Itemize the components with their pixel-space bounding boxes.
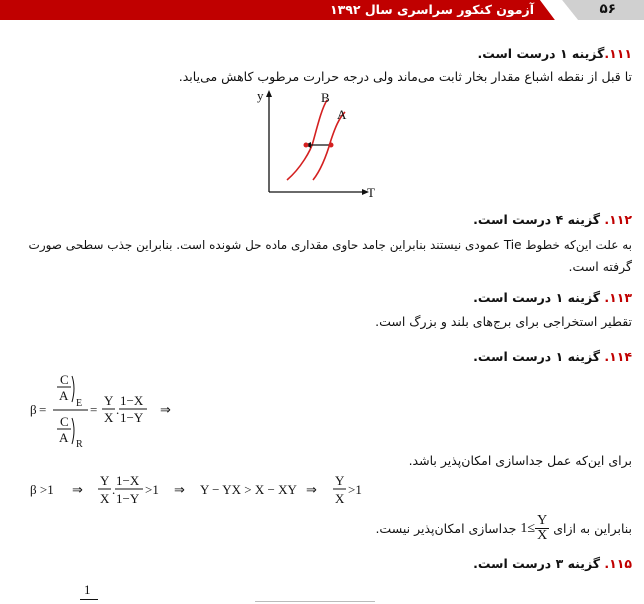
conclusion-prefix: بنابراین به ازای: [553, 520, 632, 536]
question-114-conclusion: [375, 514, 632, 543]
question-heading-text: گزینه ۴ درست است.: [473, 212, 600, 227]
question-number: ۱۱۱.: [604, 46, 632, 61]
header-title: آزمون کنکور سراسری سال ۱۳۹۲: [329, 2, 534, 17]
point-b: [304, 143, 309, 148]
page-number: ۵۶: [599, 1, 616, 17]
question-114-text-possible: برای این‌که عمل جداسازی امکان‌پذیر باشد.: [408, 453, 632, 468]
equals-sign: =: [90, 402, 98, 417]
y-axis-arrow: [266, 90, 272, 97]
question-number: ۱۱۲.: [604, 212, 632, 227]
x-symbol: X: [335, 491, 345, 506]
a-symbol: A: [59, 388, 69, 403]
x-symbol: X: [537, 528, 548, 543]
implies-arrow: ⇒: [306, 483, 317, 498]
conclusion-suffix: جداسازی امکان‌پذیر نیست.: [375, 520, 517, 536]
x-symbol: X: [104, 410, 114, 425]
question-111-heading: [478, 46, 632, 61]
y-symbol: Y: [537, 513, 548, 528]
beta-gt-1: β >1: [30, 482, 54, 497]
question-114-heading: [473, 349, 632, 364]
c-symbol: C: [60, 414, 69, 429]
question-113-text: تقطیر استخراجی برای برج‌های بلند و بزرگ است.: [375, 314, 632, 329]
y-symbol: Y: [335, 473, 345, 488]
phase-diagram: [255, 88, 385, 198]
question-number: ۱۱۵.: [604, 556, 632, 571]
question-number: ۱۱۴.: [604, 349, 632, 364]
equation-beta-definition: [30, 372, 220, 448]
a-symbol: A: [59, 430, 69, 445]
sub-e: E: [76, 398, 83, 409]
implies-arrow: ⇒: [174, 483, 185, 498]
question-heading-text: گزینه ۱ درست است.: [477, 46, 605, 61]
one-leq: 1≤: [520, 520, 536, 536]
one-minus-x: 1−X: [120, 393, 144, 408]
implies-arrow: ⇒: [160, 403, 171, 418]
question-heading-text: گزینه ۱ درست است.: [473, 349, 600, 364]
point-a: [329, 143, 334, 148]
y-axis-label: y: [257, 88, 264, 103]
one-minus-x: 1−X: [116, 473, 140, 488]
fraction-numerator-1: 1: [84, 582, 91, 597]
y-minus-yx-gt-x-minus-xy: Y − YX > X − XY: [200, 482, 297, 497]
one-minus-y: 1−Y: [120, 410, 144, 425]
question-115-heading: [473, 556, 632, 571]
gt-1: >1: [348, 482, 362, 497]
c-symbol: C: [60, 372, 69, 387]
condition-math: [520, 514, 549, 543]
question-112-heading: [473, 212, 632, 227]
svg-text:.: .: [116, 402, 120, 417]
svg-text:.: .: [112, 482, 116, 497]
y-symbol: Y: [100, 473, 110, 488]
question-112-text-line2: گرفته است.: [568, 259, 632, 274]
question-heading-text: گزینه ۱ درست است.: [473, 290, 600, 305]
gt-1: >1: [145, 482, 159, 497]
sub-r: R: [76, 439, 83, 448]
equation-beta-inequality: [30, 472, 380, 508]
fraction-bar: [80, 599, 98, 600]
curve-a-label: A: [337, 107, 347, 122]
curve-b-label: B: [321, 90, 330, 105]
question-heading-text: گزینه ۳ درست است.: [473, 556, 600, 571]
equation-beta-svg: [30, 372, 220, 448]
beta-symbol: β: [30, 402, 37, 417]
equals-sign: =: [39, 402, 47, 417]
y-symbol: Y: [104, 393, 114, 408]
x-symbol: X: [100, 491, 110, 506]
x-axis-label: T: [367, 185, 375, 198]
implies-arrow: ⇒: [72, 483, 83, 498]
page-header: [0, 0, 644, 20]
question-113-heading: [473, 290, 632, 305]
question-112-text-line1: به علت این‌که خطوط Tie عمودی نیستند بنابراین جامد حاوی مقداری ماده حل شونده است. بنابراین جذب سطحی صورت: [28, 238, 632, 252]
question-111-text: تا قبل از نقطه اشباع مقدار بخار ثابت می‌ماند ولی درجه حرارت مرطوب کاهش می‌یابد.: [178, 69, 632, 84]
question-number: ۱۱۳.: [604, 290, 632, 305]
page-bottom-rule: [255, 601, 375, 602]
one-minus-y: 1−Y: [116, 491, 140, 506]
